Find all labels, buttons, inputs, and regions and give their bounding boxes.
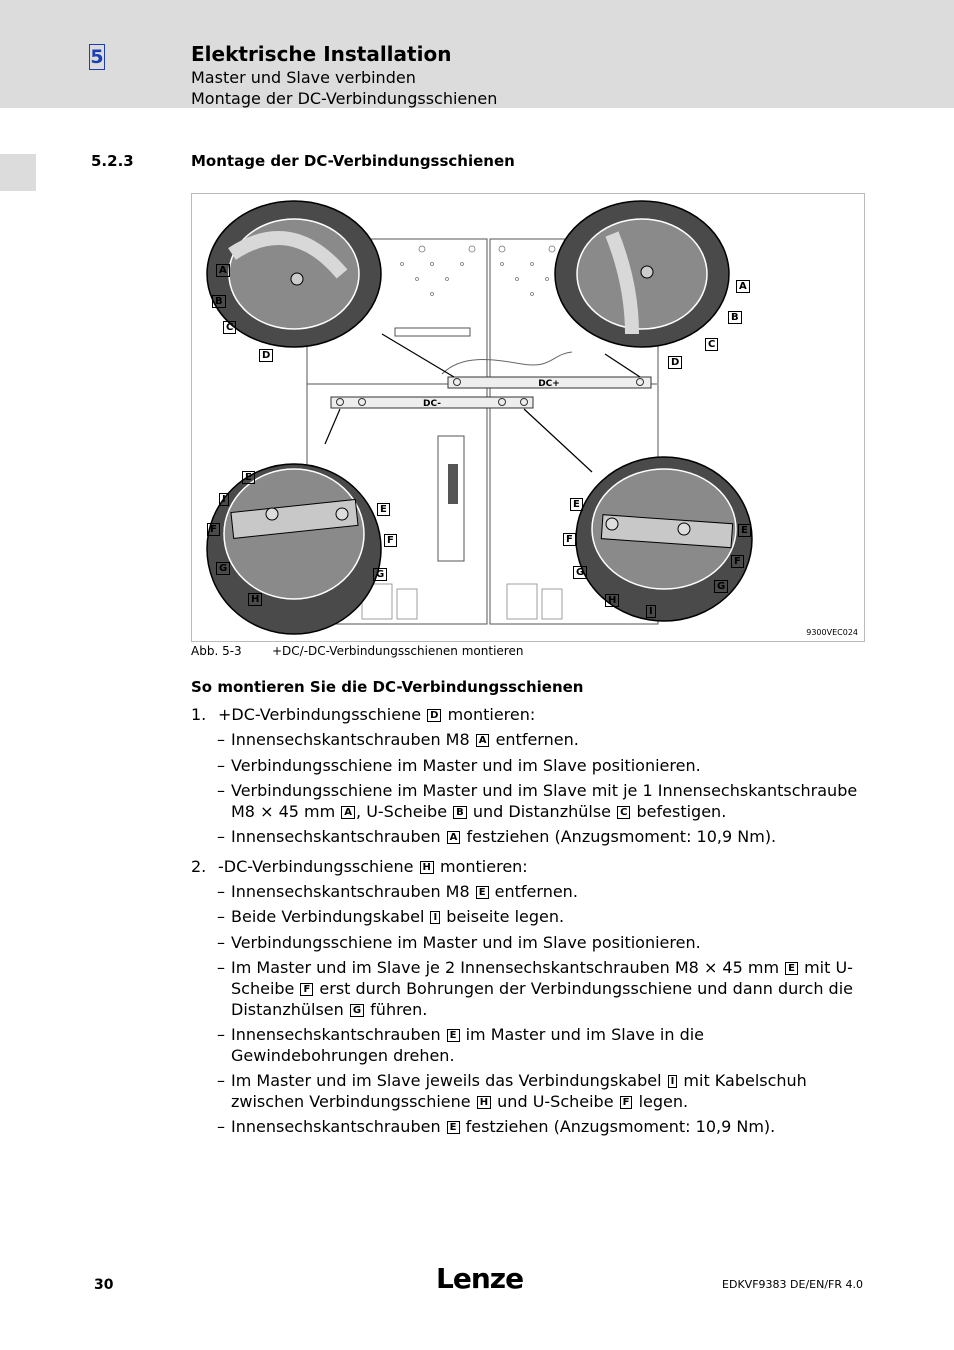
sub-step-text: – Innensechskantschrauben M8 E entfernen. [217,882,578,901]
callout-i-2: I [645,601,657,620]
figure-dc-busbar-mounting [191,193,865,642]
instructions-title: So montieren Sie die DC-Verbindungsschienen [191,678,584,696]
sub-step-text: – Im Master und im Slave je 2 Innensechskantschrauben M8 × 45 mm E mit U-Scheibe F erst durch Bohrungen der Verbindungsschiene und dann durch die Distanzhülsen G führen. [217,958,853,1019]
callout-a: A [215,260,231,279]
callout-e: E [241,467,256,486]
callout-g-4: G [713,576,729,595]
sub-step-text: – Verbindungsschiene im Master und im Slave positionieren. [217,933,701,952]
callout-f-4: F [730,551,745,570]
sub-step-text: – Im Master und im Slave jeweils das Verbindungskabel I mit Kabelschuh zwischen Verbindungsschiene H und U-Scheibe F legen. [217,1071,807,1111]
sub-step-text: – Innensechskantschrauben A festziehen (Anzugsmoment: 10,9 Nm). [217,827,777,846]
caption-number: Abb. 5-3 [191,644,242,658]
subtitle-2: Montage der DC-Verbindungsschienen [191,89,498,108]
callout-e-4: E [737,520,752,539]
detail-circle-master-bottom [207,464,381,634]
step-text: +DC-Verbindungsschiene D montieren: [218,705,536,724]
caption-text: +DC/-DC-Verbindungsschienen montieren [272,644,524,658]
callout-e-2: E [376,499,391,518]
step-number: 2. [191,857,207,876]
page-number: 30 [94,1277,114,1293]
callout-h-2: H [604,590,620,609]
callout-g-2: G [372,564,388,583]
figure-id: 9300VEC024 [806,628,858,637]
callout-d-2: D [667,352,683,371]
callout-h: H [247,589,263,608]
lenze-logo: Lenze [436,1262,524,1295]
chapter-number: 5 [90,46,104,68]
sub-step-text: – Innensechskantschrauben E festziehen (Anzugsmoment: 10,9 Nm). [217,1117,776,1136]
sub-step-text: – Beide Verbindungskabel I beiseite legen. [217,907,565,926]
callout-c-2: C [704,334,719,353]
sub-step-text: – Innensechskantschrauben M8 A entfernen. [217,730,579,749]
callout-f: F [206,519,221,538]
callout-b: B [211,291,227,310]
callout-g: G [215,558,231,577]
callout-i: I [218,489,230,508]
detail-circle-slave-top [555,201,729,347]
step-number: 1. [191,705,207,724]
section-number: 5.2.3 [91,152,134,170]
callout-b-2: B [727,307,743,326]
dc-minus-label: DC- [422,399,442,409]
callout-d: D [258,345,274,364]
sub-step-text: – Verbindungsschiene im Master und im Slave mit je 1 Innensechskantschraube M8 × 45 mm A , U-Scheibe B und Distanzhülse C befestigen. [217,781,858,821]
subtitle-1: Master und Slave verbinden [191,68,416,87]
detail-circle-slave-bottom [576,457,752,621]
callout-g-3: G [572,562,588,581]
callout-f-2: F [383,530,398,549]
step-text: -DC-Verbindungsschiene H montieren: [218,857,528,876]
side-tab [0,154,36,191]
dc-plus-label: DC+ [538,379,560,389]
document-reference: EDKVF9383 DE/EN/FR 4.0 [722,1278,863,1291]
sub-step-text: – Verbindungsschiene im Master und im Slave positionieren. [217,756,701,775]
callout-f-3: F [562,529,577,548]
figure-illustration [192,194,864,641]
chapter-title: Elektrische Installation [191,42,452,66]
callout-a-2: A [735,276,751,295]
callout-e-3: E [569,494,584,513]
section-title: Montage der DC-Verbindungsschienen [191,152,515,170]
callout-c: C [222,317,237,336]
sub-step-text: – Innensechskantschrauben E im Master und im Slave in die Gewindebohrungen drehen. [217,1025,705,1065]
